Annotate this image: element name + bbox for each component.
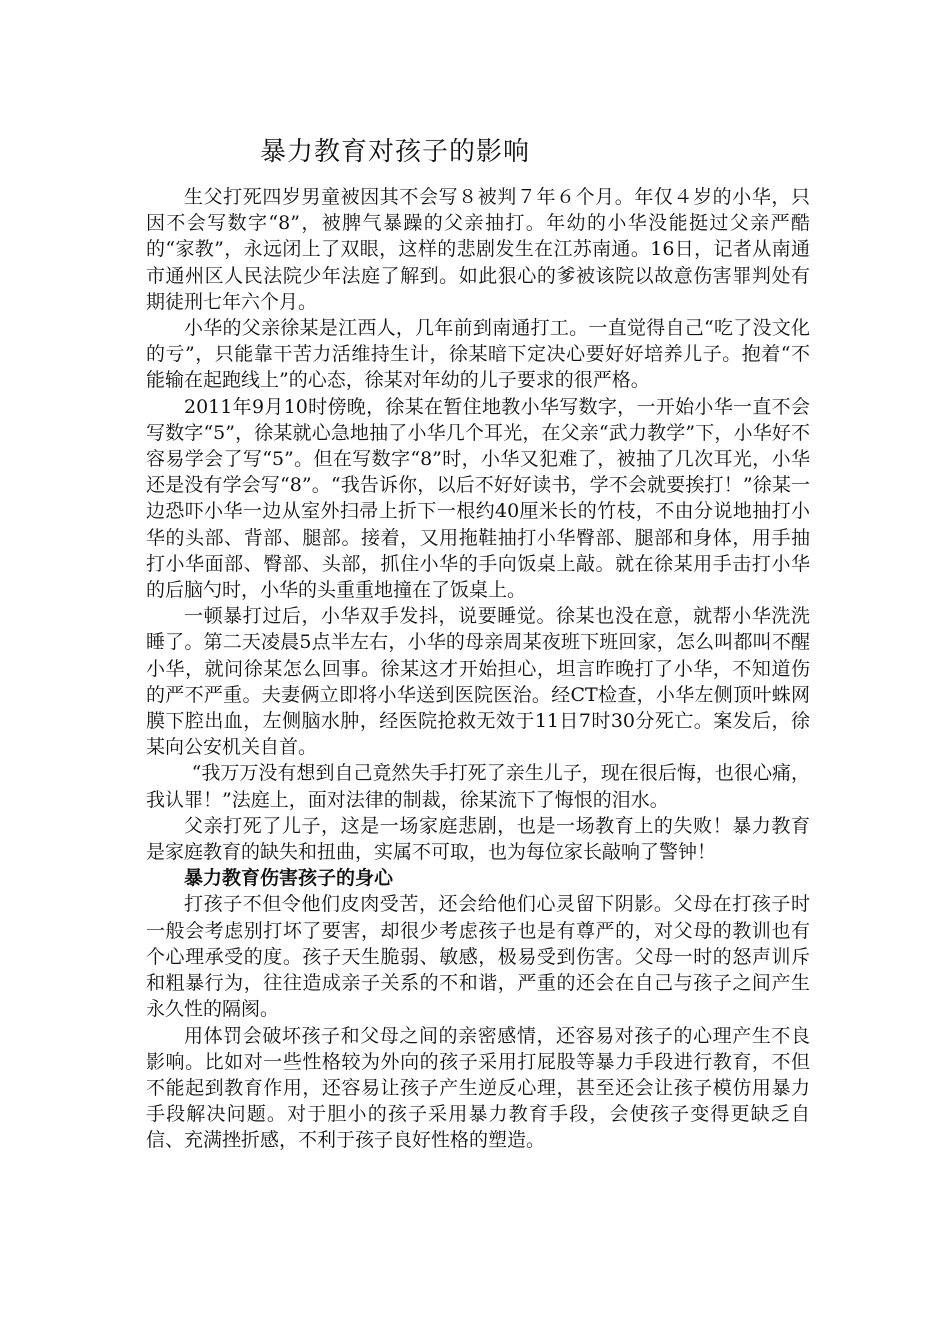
section-paragraph-2: 用体罚会破坏孩子和父母之间的亲密感情，还容易对孩子的心理产生不良影响。比如对一些性格较为外向的孩子采用打屁股等暴力手段进行教育，不但不能起到教育作用，还容易让孩子产生逆反心理，甚至还会让孩子模仿用暴力手段解决问题。对于胆小的孩子采用暴力教育手段，会使孩子变得更缺乏自信、充满挫折感，不利于孩子良好性格的塑造。 (146, 1024, 810, 1152)
paragraph-5: “我万万没有想到自己竟然失手打死了亲生儿子，现在很后悔，也很心痛，我认罪！”法庭上，面对法律的制裁，徐某流下了悔恨的泪水。 (146, 762, 810, 811)
paragraph-2: 小华的父亲徐某是江西人，几年前到南通打工。一直觉得自己“吃了没文化的亏”，只能靠干苦力活维持生计，徐某暗下定决心要好好培养儿子。抱着“不能输在起跑线上”的心态，徐某对年幼的儿子要求的很严格。 (146, 317, 810, 392)
paragraph-4: 一顿暴打过后，小华双手发抖，说要睡觉。徐某也没在意，就帮小华洗洗睡了。第二天凌晨5点半左右，小华的母亲周某夜班下班回家，怎么叫都叫不醒小华，就问徐某怎么回事。徐某这才开始担心，坦言昨晚打了小华，不知道伤的严不严重。夫妻俩立即将小华送到医院医治。经CT检查，小华左侧顶叶蛛网膜下腔出血，左侧脑水肿，经医院抢救无效于11日7时30分死亡。案发后，徐某向公安机关自首。 (146, 605, 810, 759)
paragraph-3: 2011年9月10时傍晚，徐某在暂住地教小华写数字，一开始小华一直不会写数字“5”，徐某就心急地抽了小华几个耳光，在父亲“武力教学”下，小华好不容易学会了写“5”。但在写数字“8”时，小华又犯难了，被抽了几次耳光，小华还是没有学会写“8”。“我告诉你，以后不好好读书，学不会就要挨打！”徐某一边恐吓小华一边从室外扫帚上折下一根约40厘米长的竹枝，不由分说地抽打小华的头部、背部、腿部。接着，又用拖鞋抽打小华臀部、腿部和身体，用手抽打小华面部、臀部、头部，抓住小华的手向饭桌上敲。就在徐某用手击打小华的后脑勺时，小华的头重重地撞在了饭桌上。 (146, 395, 810, 602)
document-title: 暴力教育对孩子的影响 (260, 137, 531, 167)
section-paragraph-1: 打孩子不但令他们皮肉受苦，还会给他们心灵留下阴影。父母在打孩子时一般会考虑别打坏了要害，却很少考虑孩子也是有尊严的，对父母的教训也有个心理承受的度。孩子天生脆弱、敏感，极易受到伤害。父母一时的怒声训斥和粗暴行为，往往造成亲子关系的不和谐，严重的还会在自己与孩子之间产生永久性的隔阂。 (146, 893, 810, 1021)
document-body (146, 132, 810, 1154)
paragraph-6: 父亲打死了儿子，这是一场家庭悲剧，也是一场教育上的失败！暴力教育是家庭教育的缺失和扭曲，实属不可取，也为每位家长敲响了警钟！ (146, 814, 810, 864)
paragraph-1: 生父打死四岁男童被因其不会写８被判７年６个月。年仅４岁的小华，只因不会写数字“8”，被脾气暴躁的父亲抽打。年幼的小华没能挺过父亲严酷的“家教”，永远闭上了双眼，这样的悲剧发生在江苏南通。16日，记者从南通市通州区人民法院少年法庭了解到。如此狠心的爹被该院以故意伤害罪判处有期徒刑七年六个月。 (146, 186, 810, 313)
section-heading: 暴力教育伤害孩子的身心 (184, 867, 394, 890)
